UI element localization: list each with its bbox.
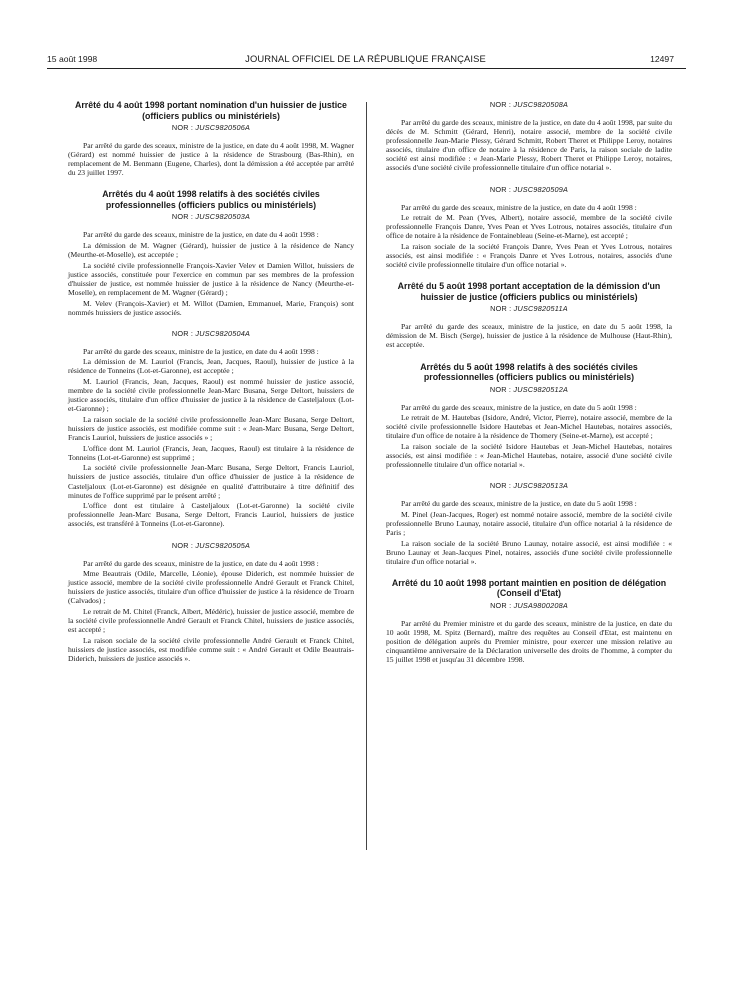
nor-reference	[386, 385, 672, 394]
decree-paragraph: Par arrêté du garde des sceaux, ministre de la justice, en date du 5 août 1998 :	[401, 499, 637, 509]
decree-paragraph: Par arrêté du garde des sceaux, ministre de la justice, en date du 4 août 1998 :	[83, 558, 319, 568]
nor-reference	[68, 123, 354, 132]
decree-paragraph: L'office dont M. Lauriol (Francis, Jean, Jacques, Raoul) est titulaire à la résidence de Tonneins (Lot-et-Garonne) est supprimé ;	[68, 443, 354, 462]
nor-reference	[386, 185, 672, 194]
nor-label: NOR :	[171, 328, 194, 338]
nor-code: JUSC9820513A	[513, 481, 569, 491]
decree-paragraph: Mme Beautrais (Odile, Marcelle, Léonie), épouse Diderich, est nommée huissier de justice associé, membre de la société civile professionnelle André Gerault et Franck Chitel, huissiers de justice associés, titulaire d'un office d'huissier de justice à la résidence de Troarn (Calvados) ;	[68, 569, 354, 606]
decree-paragraph: Par arrêté du garde des sceaux, ministre de la justice, en date du 5 août 1998, la démission de M. Bisch (Serge), huissier de justice à la résidence de Mulhouse (Haut-Rhin), est acceptée.	[386, 322, 672, 350]
decree-paragraph: La raison sociale de la société Bruno Launay, notaire associé, est ainsi modifiée : « Bruno Launay et Jean-Jacques Pinel, notaires, associés d'une société civile professionnelle titulaire d'un office notarial ».	[386, 538, 672, 566]
decree-paragraph: M. Velev (François-Xavier) et M. Willot (Damien, Emmanuel, Marie, François) sont nommés huissiers de justice associés.	[68, 298, 354, 317]
decree-paragraph: Par arrêté du garde des sceaux, ministre de la justice, en date du 4 août 1998 :	[83, 230, 319, 240]
nor-reference	[68, 541, 354, 550]
nor-code: JUSC9820511A	[513, 304, 568, 314]
nor-code: JUSC9820508A	[513, 100, 569, 109]
column-divider	[366, 102, 367, 850]
decree-paragraph: Le retrait de M. Chitel (Franck, Albert, Médéric), huissier de justice associé, membre de la société civile professionnelle André Gerault et Franck Chitel, huissiers de justice associés, est accepté ;	[68, 606, 354, 635]
decree-paragraph: La démission de M. Wagner (Gérard), huissier de justice à la résidence de Nancy (Meurthe-et-Moselle), est acceptée ;	[68, 240, 354, 260]
nor-label: NOR :	[489, 481, 512, 491]
journal-title: JOURNAL OFFICIEL DE LA RÉPUBLIQUE FRANÇAISE	[245, 53, 486, 64]
nor-code: JUSC9820503A	[195, 212, 251, 222]
decree-paragraph: M. Pinel (Jean-Jacques, Roger) est nommé notaire associé, membre de la société civile professionnelle Bruno Launay, notaire associé, titulaire d'un office notarial à la résidence de Paris ;	[386, 509, 672, 537]
page-header	[0, 54, 731, 68]
decree-title: Arrêté du 5 août 1998 portant acceptation de la démission d'un huissier de justice (officiers publics ou ministériels)	[397, 281, 661, 302]
decree-paragraph: La société civile professionnelle François-Xavier Velev et Damien Willot, huissiers de justice associés, constituée pour l'exercice en commun par ses membres de la profession d'huissier de justice, est nommée huissier de justice à la résidence de Nancy (Meurthe-et-Moselle), en remplacement de M. Wagner (Gérard) ;	[68, 260, 354, 297]
nor-label: NOR :	[171, 123, 194, 132]
decree-paragraph: La démission de M. Lauriol (Francis, Jean, Jacques, Raoul), huissier de justice à la résidence de Tonneins (Lot-et-Garonne), est acceptée ;	[68, 357, 354, 376]
nor-reference	[68, 212, 354, 221]
decree-paragraph: M. Lauriol (Francis, Jean, Jacques, Raoul) est nommé huissier de justice associé, membre de la société civile professionnelle Jean-Marc Busana, Serge Deltort, huissiers de justice associés, titulaire d'un office d'huissier de justice à la résidence de Casteljaloux (Lot-et-Garonne) ;	[68, 377, 354, 414]
nor-label: NOR :	[171, 212, 194, 222]
decree-paragraph: Le retrait de M. Pean (Yves, Albert), notaire associé, membre de la société civile professionnelle François Danre, Yves Pean et Yves Lotrous, notaires associés, titulaire d'un office de notaire à la résidence de Fontainebleau (Seine-et-Marne), est accepté ;	[386, 213, 672, 241]
decree-section	[68, 541, 354, 664]
nor-label: NOR :	[489, 384, 512, 394]
decree-section	[68, 100, 354, 177]
decree-title: Arrêté du 4 août 1998 portant nomination d'un huissier de justice (officiers publics ou ministériels)	[75, 100, 347, 121]
decree-section	[386, 362, 672, 470]
decree-paragraph: La société civile professionnelle Jean-Marc Busana, Serge Deltort, Francis Lauriol, huissiers de justice associés, titulaire d'un office d'huissier de justice à la résidence de Casteljaloux (Lot-et-Garonne) est désignée en qualité d'attributaire à titre définitif des minutes de l'office supprimé par le présent arrêté ;	[68, 463, 354, 500]
nor-code: JUSC9820506A	[195, 123, 251, 132]
decree-paragraph: La raison sociale de la société François Danre, Yves Pean et Yves Lotrous, notaires associés, est ainsi modifiée : « François Danre et Yves Lotrous, notaires, associés d'une société civile professionnelle titulaire d'un office notarial ».	[386, 241, 672, 270]
decree-section	[386, 481, 672, 566]
decree-paragraph: Par arrêté du garde des sceaux, ministre de la justice, en date du 4 août 1998, par suite du décès de M. Schmitt (Gérard, Henri), notaire associé, membre de la société civile professionnelle Jean-Marie Plessy, Gérard Schmitt, Robert Theret et Philippe Leroy, notaires associés, titulaire d'un office de notaire à la résidence de Paris, la raison sociale de ladite société est ainsi modifiée : « Jean-Marie Plessy, Robert Theret et Philippe Leroy, notaires, associés d'une société civile professionnelle titulaire d'un office notarial ».	[386, 118, 672, 173]
decree-paragraph: Le retrait de M. Hautebas (Isidore, André, Victor, Pierre), notaire associé, membre de la société civile professionnelle Isidore Hautebas et Jean-Michel Hautebas, notaires associés, titulaire d'un office de notaire à la résidence de Thomery (Seine-et-Marne), est accepté ;	[386, 413, 672, 441]
nor-reference	[386, 100, 672, 109]
decree-section	[68, 329, 354, 529]
decree-section	[386, 185, 672, 270]
nor-code: JUSC9820509A	[513, 184, 569, 194]
nor-reference	[386, 601, 672, 610]
nor-reference	[68, 329, 354, 338]
nor-label: NOR :	[489, 100, 512, 109]
decree-title: Arrêté du 10 août 1998 portant maintien en position de délégation (Conseil d'Etat)	[391, 577, 667, 599]
nor-label: NOR :	[489, 184, 512, 194]
nor-label: NOR :	[490, 304, 512, 314]
decree-title: Arrêtés du 5 août 1998 relatifs à des sociétés civiles professionnelles (officiers publics ou ministériels)	[420, 361, 638, 382]
decree-section	[386, 578, 672, 664]
nor-label: NOR :	[171, 540, 194, 550]
decree-section	[386, 100, 672, 173]
nor-code: JUSA9800208A	[513, 600, 568, 610]
decree-section	[68, 189, 354, 316]
decree-paragraph: La raison sociale de la société Isidore Hautebas et Jean-Michel Hautebas, notaires associés, est ainsi modifiée : « Jean-Michel Hautebas, notaire, associé d'une société civile professionnelle titulaire d'un office notarial ».	[386, 441, 672, 470]
nor-code: JUSC9820505A	[195, 540, 251, 550]
decree-paragraph: Par arrêté du garde des sceaux, ministre de la justice, en date du 4 août 1998 :	[401, 202, 637, 212]
decree-paragraph: L'office dont est titulaire à Casteljaloux (Lot-et-Garonne) la société civile professionnelle Jean-Marc Busana, Serge Deltort, Francis Lauriol, huissiers de justice associés, est transféré à Tonneins (Lot-et-Garonne).	[68, 501, 354, 529]
page-number: 12497	[650, 54, 674, 64]
decree-paragraph: Par arrêté du garde des sceaux, ministre de la justice, en date du 4 août 1998 :	[83, 346, 319, 356]
decree-paragraph: Par arrêté du garde des sceaux, ministre de la justice, en date du 5 août 1998 :	[401, 402, 637, 412]
decree-paragraph: Par arrêté du Premier ministre et du garde des sceaux, ministre de la justice, en date du 10 août 1998, M. Spitz (Bernard), maître des requêtes au Conseil d'Etat, est maintenu en position de délégation auprès du Premier ministre, pour exercer une mission relative au cinquantième anniversaire de la Déclaration universelle des droits de l'homme, à compter du 15 juillet 1998 et jusqu'au 31 décembre 1998.	[386, 618, 672, 665]
decree-paragraph: La raison sociale de la société civile professionnelle André Gerault et Franck Chitel, huissiers de justice associés, est modifiée comme suit : « André Gerault et Odile Beautrais-Diderich, huissiers de justice associés ».	[68, 635, 354, 663]
decree-title: Arrêtés du 4 août 1998 relatifs à des sociétés civiles professionnelles (officiers publics ou ministériels)	[102, 189, 320, 210]
left-column	[68, 100, 354, 675]
nor-reference	[386, 481, 672, 490]
decree-paragraph: La raison sociale de la société civile professionnelle Jean-Marc Busana, Serge Deltort, huissiers de justice associés, est modifiée comme suit : « Jean-Marc Busana, Serge Deltort, Francis Lauriol, huissiers de justice associés » ;	[68, 414, 354, 443]
decree-section	[386, 281, 672, 349]
decree-paragraph: Par arrêté du garde des sceaux, ministre de la justice, en date du 4 août 1998, M. Wagner (Gérard) est nommé huissier de justice à la résidence de Strasbourg (Bas-Rhin), en remplacement de M. Benmann (Eugene, Charles), dont la démission a été acceptée par arrêté du 23 juillet 1997.	[68, 141, 354, 178]
nor-label: NOR :	[490, 600, 512, 610]
nor-code: JUSC9820504A	[195, 328, 251, 338]
issue-date: 15 août 1998	[47, 54, 98, 64]
nor-code: JUSC9820512A	[513, 384, 569, 394]
nor-reference	[386, 304, 672, 313]
right-column	[386, 100, 672, 676]
header-rule	[47, 68, 686, 69]
